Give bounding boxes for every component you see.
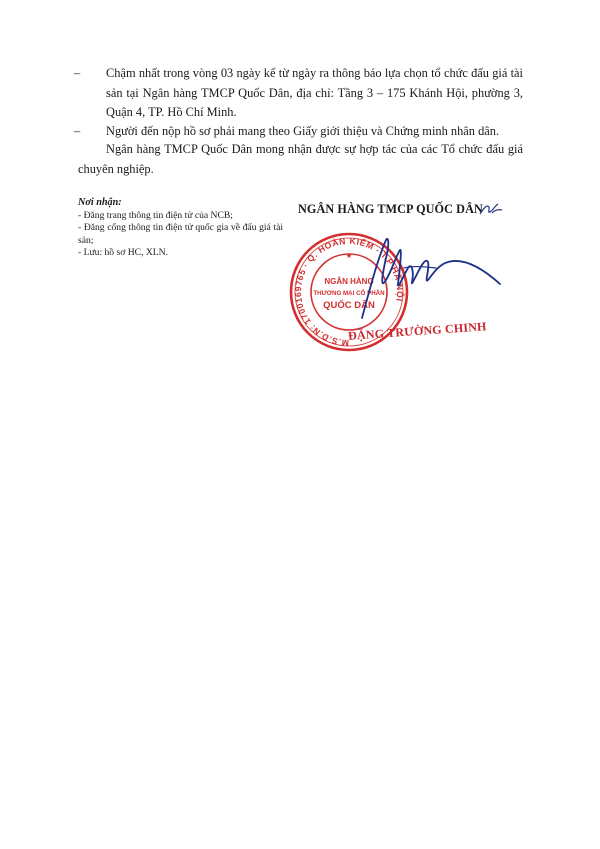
recipient-line: - Đăng trang thông tin điện tử của NCB;	[78, 210, 233, 222]
seal-inner-line1: NGÂN HÀNG	[324, 277, 374, 286]
seal-star-icon: ★	[345, 252, 353, 260]
recipients-heading: Nơi nhận:	[78, 197, 122, 208]
initial-mark-icon	[478, 198, 504, 220]
seal-inner-line2: THƯƠNG MẠI CỔ PHẦN	[313, 290, 385, 297]
bullet-dash: –	[74, 124, 81, 138]
bullet-text: Chậm nhất trong vòng 03 ngày kể từ ngày ra thông báo lựa chọn tổ chức đấu giá tài sản tại Ngân hàng TMCP Quốc Dân, địa chỉ: Tầng 3 – 175 Khánh Hội, phường 3, Quận 4, TP. Hồ Chí Minh.	[106, 66, 523, 119]
bullet-dash: –	[74, 66, 81, 80]
bullet-text: Người đến nộp hồ sơ phải mang theo Giấy giới thiệu và Chứng minh nhân dân.	[106, 124, 500, 138]
bullet-item	[74, 64, 523, 123]
signer-name: ĐẶNG TRƯỜNG CHINH	[347, 319, 488, 343]
bullet-item	[74, 122, 523, 142]
signing-organization: NGÂN HÀNG TMCP QUỐC DÂN	[298, 202, 483, 216]
recipient-line: - Đăng cổng thông tin điện tử quốc gia về đấu giá tài sản;	[78, 222, 283, 246]
recipients-block	[78, 197, 283, 259]
seal-inner-line3: QUỐC DÂN	[323, 300, 375, 311]
recipient-line: - Lưu: hồ sơ HC, XLN.	[78, 246, 168, 258]
closing-paragraph: Ngân hàng TMCP Quốc Dân mong nhận được sự hợp tác của các Tổ chức đấu giá chuyên nghiệp.	[78, 142, 523, 176]
seal-ring-text: M.S.D.N: 1700169765 · Q. HOÀN KIẾM - T.P HÀ NỘI	[292, 235, 406, 349]
handwritten-signature-icon	[340, 228, 510, 323]
